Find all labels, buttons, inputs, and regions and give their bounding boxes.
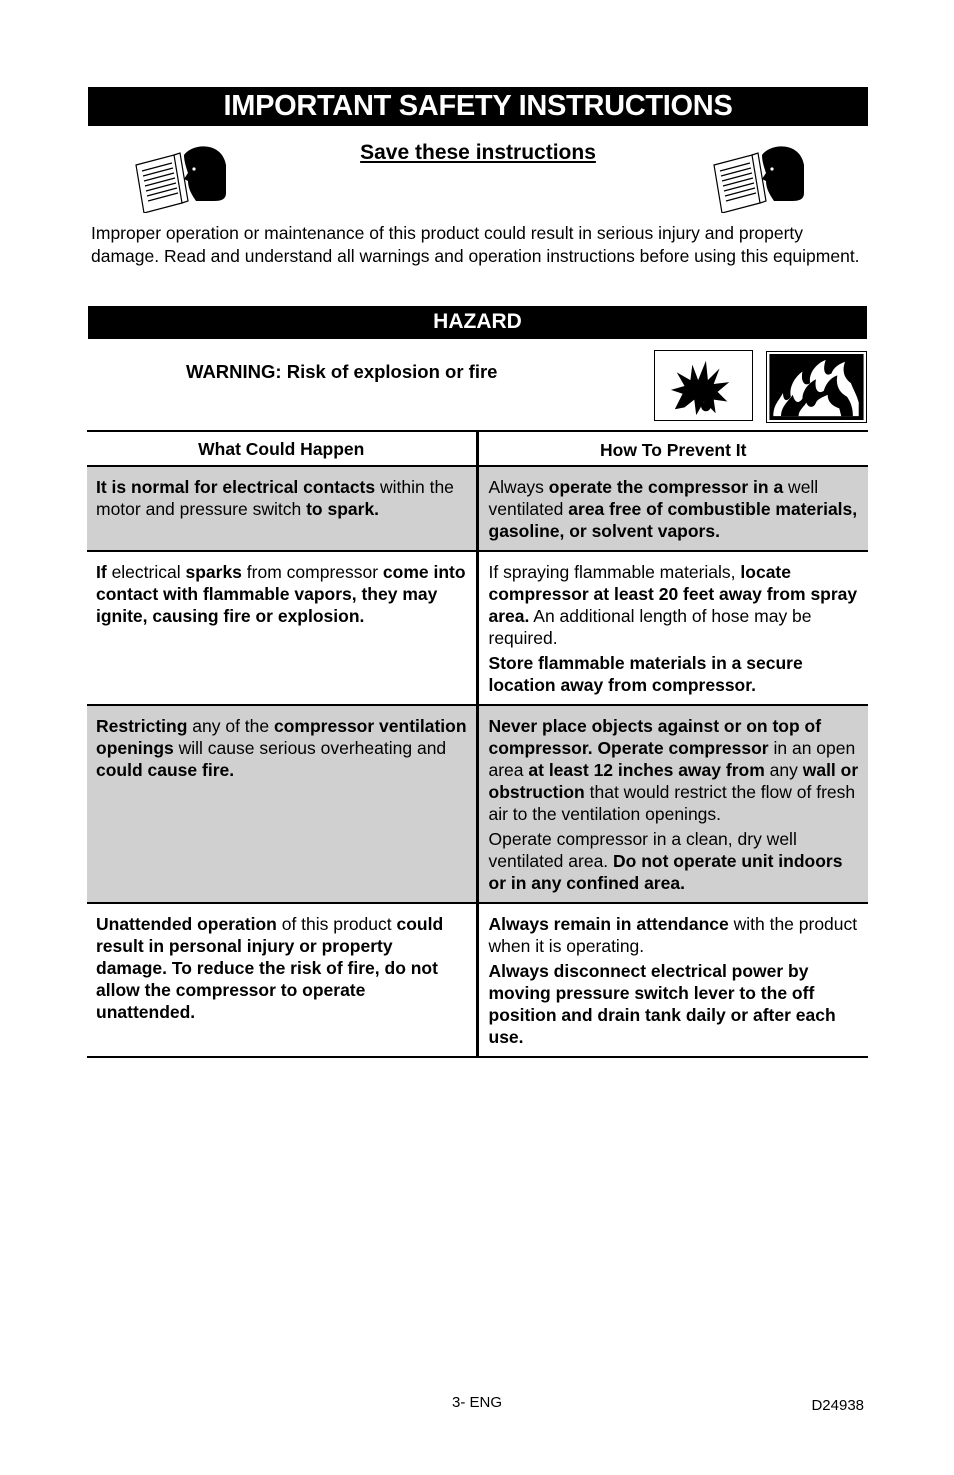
- bold-text-run: Always remain in attendance: [488, 914, 729, 934]
- intro-paragraph: Improper operation or maintenance of this product could result in serious injury and property damage. Read and understand all warnings and operation instructions before using this equipment.: [91, 223, 860, 266]
- what-could-happen-cell: [87, 705, 477, 903]
- fire-icon: [766, 351, 867, 423]
- explosion-icon: [654, 350, 753, 421]
- text-run: any: [764, 760, 803, 780]
- text-run: electrical: [106, 562, 186, 582]
- hazard-header: HAZARD: [88, 306, 867, 339]
- text-run: will cause serious overheating and: [173, 738, 447, 758]
- save-instructions-subtitle: Save these instructions: [360, 141, 596, 164]
- column-header-how-to-prevent-it: How To Prevent It: [477, 431, 868, 466]
- what-could-happen-cell: [87, 903, 477, 1057]
- read-manual-icon: [712, 143, 806, 213]
- text-run: with the product when it is operating.: [488, 914, 858, 956]
- how-to-prevent-cell: [477, 903, 868, 1057]
- bold-text-run: area free of combustible materials, gasoline, or solvent vapors.: [488, 499, 858, 541]
- hazard-table-body: [87, 466, 868, 1057]
- how-to-prevent-paragraph: [489, 476, 861, 542]
- bold-text-run: Always disconnect electrical power by moving pressure switch lever to the off position and drain tank daily or after each use.: [488, 961, 836, 1047]
- how-to-prevent-paragraph: [489, 561, 861, 649]
- how-to-prevent-paragraph: [489, 913, 861, 957]
- what-could-happen-paragraph: [96, 715, 468, 781]
- bold-text-run: Unattended operation: [96, 914, 277, 934]
- text-run: Operate compressor in a clean, dry well ventilated area.: [488, 829, 797, 871]
- what-could-happen-paragraph: [96, 476, 468, 520]
- hazard-table: [87, 430, 868, 1058]
- table-row: [87, 466, 868, 551]
- warning-text: WARNING: Risk of explosion or fire: [186, 361, 498, 382]
- table-row: [87, 705, 868, 903]
- what-could-happen-cell: [87, 466, 477, 551]
- bold-text-run: It is normal for electrical contacts: [96, 477, 376, 497]
- table-row: [87, 903, 868, 1057]
- text-run: Always: [488, 477, 549, 497]
- bold-text-run: to spark.: [306, 499, 380, 519]
- text-run: of this product: [276, 914, 397, 934]
- bold-text-run: could cause fire.: [96, 760, 235, 780]
- bold-text-run: Restricting: [96, 716, 188, 736]
- text-run: any of the: [187, 716, 274, 736]
- bold-text-run: wall or obstruction: [488, 760, 859, 802]
- what-could-happen-cell: [87, 551, 477, 705]
- what-could-happen-paragraph: [96, 561, 468, 627]
- how-to-prevent-cell: [477, 705, 868, 903]
- how-to-prevent-cell: [477, 551, 868, 705]
- bold-text-run: sparks: [185, 562, 242, 582]
- how-to-prevent-cell: [477, 466, 868, 551]
- what-could-happen-paragraph: [96, 913, 468, 1023]
- bold-text-run: at least 12 inches away from: [528, 760, 765, 780]
- text-run: from compressor: [241, 562, 383, 582]
- column-header-what-could-happen: What Could Happen: [87, 431, 477, 466]
- how-to-prevent-paragraph: [489, 960, 861, 1048]
- how-to-prevent-paragraph: [489, 828, 861, 894]
- bold-text-run: Never place objects against or on top of compressor. Operate compressor: [488, 716, 822, 758]
- bold-text-run: locate compressor at least 20 feet away from spray area.: [488, 562, 858, 626]
- bold-text-run: If: [96, 562, 107, 582]
- text-run: that would restrict the flow of fresh air to the ventilation openings.: [488, 782, 856, 824]
- bold-text-run: Do not operate unit indoors or in any confined area.: [488, 851, 843, 893]
- bold-text-run: Store flammable materials in a secure location away from compressor.: [488, 653, 803, 695]
- text-run: within the motor and pressure switch: [96, 477, 454, 519]
- text-run: well ventilated: [488, 477, 819, 519]
- how-to-prevent-paragraph: [489, 715, 861, 825]
- page-number: 3- ENG: [451, 1394, 502, 1411]
- text-run: If spraying flammable materials,: [488, 562, 741, 582]
- bold-text-run: could result in personal injury or property damage. To reduce the risk of fire, do not allow the compressor to operate unattended.: [96, 914, 444, 1022]
- text-run: in an open area: [488, 738, 856, 780]
- page-title: IMPORTANT SAFETY INSTRUCTIONS: [88, 87, 868, 126]
- bold-text-run: operate the compressor in a: [548, 477, 784, 497]
- table-row: [87, 551, 868, 705]
- document-code: D24938: [811, 1397, 864, 1414]
- bold-text-run: compressor ventilation openings: [96, 716, 467, 758]
- how-to-prevent-paragraph: [489, 652, 861, 696]
- text-run: An additional length of hose may be required.: [488, 606, 812, 648]
- bold-text-run: come into contact with flammable vapors, they may ignite, causing fire or explosion.: [96, 562, 466, 626]
